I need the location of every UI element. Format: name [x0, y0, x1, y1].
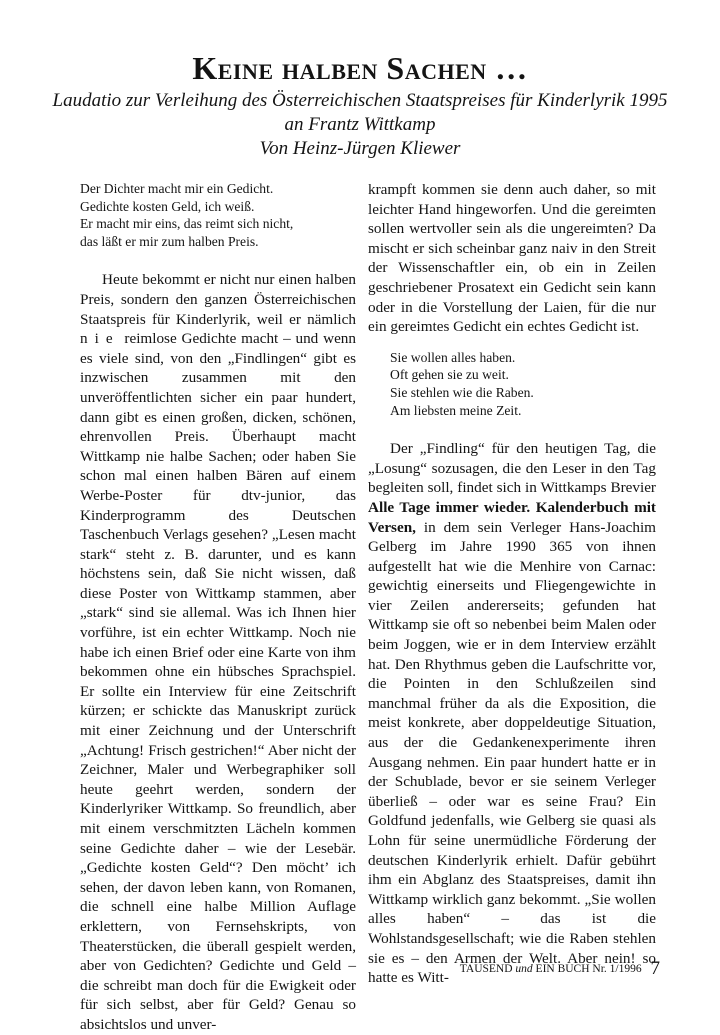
publication-name: TAUSEND [459, 963, 513, 975]
publication-name: EIN BUCH [535, 963, 590, 975]
poem-line: das läßt er mir zum halben Preis. [80, 233, 259, 249]
body-text: Der „Findling“ für den heutigen Tag, die „Losung“ sozusagen, die den Leser in den Tag begleiten soll, findet sich in Wittkamps Brevier [368, 440, 656, 497]
poem-line: Oft gehen sie zu weit. [390, 367, 509, 383]
inline-poem [390, 349, 656, 419]
opening-poem [80, 180, 356, 250]
right-column [368, 180, 656, 988]
emphasis-nie: nie [80, 330, 120, 348]
body-paragraph [80, 270, 356, 1034]
page-footer [440, 958, 660, 980]
body-paragraph-continued: krampft kommen sie denn auch daher, so mit leichter Hand hingeworfen. Und die gereimten sollen wertvoller sein als die ungereimten? Da mischt er sich scheinbar ganz naiv in den Streit der Wissenschaftler ein, ob ein in Zeilen geschriebener Prosatext ein Gedicht sein kann oder in die Vorstellung der Laien, für die nur ein gereimtes Gedicht ein echtes Gedicht ist. [368, 181, 656, 336]
body-text: in dem sein Verleger Hans-Joachim Gelberg im Jahre 1990 365 von ihnen aufgestellt hat wie die Menhire von Carnac: gewichtig einerseits und Fliegengewichte in vier Zeilen andererseits; gefunden hat Wittkamp sie oft so nebenbei beim Malen oder beim Joggen, wie er in dem Interview erzählt hat. Den Rhythmus geben die Laufschritte vor, die Pointen in den Schlußzeilen sind manchmal früher da als die Exposition, die meist konkrete, aber doppeldeutige Situation, aus der die Gedankenexperimente ihren Ausgang nehmen. Ein paar hundert hatte er in der Schublade, bevor er sie seinem Verleger überließ – oder war es seine Frau? Ein Goldfund jedenfalls, wie Gelberg sie quasi als Lohn für seine unermüdliche Förderung der deutschen Kinderlyrik erhielt. Dafür gebührt ihm ein Abglanz des Staatspreises, damit ihn Wittkamp wirklich ganz bekommt. „Sie wollen alles haben“ – das ist die Wohlstandsgesellschaft; wie die Raben stehlen sie es – den Armen der Welt. Aber nein! so hatte es Witt- [368, 518, 656, 987]
poem-line: Er macht mir eins, das reimt sich nicht, [80, 216, 294, 232]
page-number: 7 [650, 958, 660, 979]
article-subtitle-line-2: an Frantz Wittkamp [284, 114, 436, 135]
book-title: Alle Tage immer wieder. Kalenderbuch mit Versen, [368, 498, 656, 536]
body-text: Heute bekommt er nicht nur einen halben Preis, sondern den ganzen Österreichischen Staatspreis für Kinderlyrik, weil er nämlich [80, 271, 356, 328]
poem-line: Am liebsten meine Zeit. [390, 402, 522, 418]
poem-line: Der Dichter macht mir ein Gedicht. [80, 181, 274, 196]
left-column [80, 180, 356, 1035]
article-header [0, 48, 720, 160]
issue-number: Nr. 1/1996 [592, 963, 642, 975]
body-paragraph [368, 439, 656, 988]
article-subtitle-line-1: Laudatio zur Verleihung des Österreichischen Staatspreises für Kinderlyrik 1995 [52, 90, 668, 111]
publication-name-und: und [515, 963, 533, 975]
poem-line: Gedichte kosten Geld, ich weiß. [80, 198, 255, 214]
poem-line: Sie stehlen wie die Raben. [390, 384, 534, 400]
article-author-line: Von Heinz-Jürgen Kliewer [259, 138, 461, 159]
article-title: Keine halben Sachen … [192, 50, 528, 86]
body-text: reimlose Gedichte macht – und wenn es viele sind, von den „Findlingen“ gibt es inzwischen zusammen mit den unveröffentlichten sicher ein paar hundert, dann gibt es einen großen, dicken, schönen, ehrenvollen Preis. Überhaupt macht Wittkamp nie halbe Sachen; oder haben Sie schon mal einen halben Bären auf einem Werbe-Poster für dtv-junior, das Kinderprogramm des Deutschen Taschenbuch Verlags gesehen? „Lesen macht stark“ steht z. B. darunter, und es kann höchstens sein, daß Sie nicht wissen, daß diese Poster von Wittkamp stammen, aber „stark“ sind sie allemal. Was ich Ihnen hier vorführe, ist ein echter Wittkamp. Noch nie habe ich einen Brief oder eine Karte von ihm bekommen ohne ein hübsches Sprachspiel. Er sollte ein Interview für eine Zeitschrift kürzen; er schickte das Manuskript zurück mit einer Zeichnung und der Unterschrift „Achtung! Frisch gestrichen!“ Aber nicht der Zeichner, Maler und Werbegraphiker soll heute geehrt werden, sondern der Kinderlyriker Wittkamp. So freundlich, aber mit einem verschmitzten Lächeln kommen seine Gedichte daher – wie der Lesebär. „Gedichte kosten Geld“? Den möcht’ ich sehen, der davon leben kann, von Romanen, die schnell eine halbe Million Auflage erklettern, von Fernsehskripts, von Theaterstücken, die überall gespielt werden, aber von Gedichten? Gedichte und Geld – die schreibt man doch für die Ewigkeit oder für sich selbst, aber für Geld? Genau so absichtslos und unver- [80, 330, 356, 1033]
poem-line: Sie wollen alles haben. [390, 349, 516, 365]
